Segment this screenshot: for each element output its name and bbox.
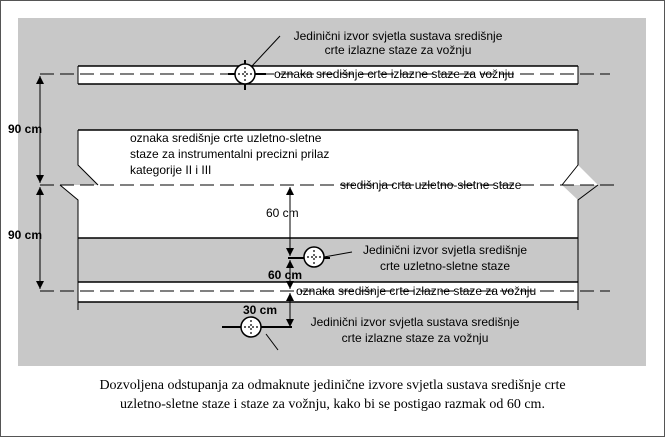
runway-marking-label-line3: kategorije II i III bbox=[130, 163, 212, 177]
bottom-light-label-line1: Jedinični izvor svjetla sustava središnje bbox=[310, 315, 520, 329]
sixty-cm-label-b: 60 cm bbox=[268, 268, 303, 282]
top-centerline-label: oznaka središnje crte izlazne staze za vožnju bbox=[274, 67, 515, 81]
sixty-cm-label-a: 60 cm bbox=[266, 206, 299, 220]
caption-line2: uzletno-sletne staze i staze za vožnju, kako bi se postigao razmak od 60 cm. bbox=[120, 397, 545, 412]
upper-90cm-label: 90 cm bbox=[8, 122, 43, 136]
top-light-label-line2: crte izlazne staze za vožnju bbox=[324, 43, 472, 57]
runway-marking-label-line2: staze za instrumentalni precizni prilaz bbox=[130, 147, 330, 161]
lower-90cm-label: 90 cm bbox=[8, 228, 43, 242]
thirty-cm-label: 30 cm bbox=[243, 303, 278, 317]
top-light-label-line1: Jedinični izvor svjetla sustava središnje bbox=[293, 29, 503, 43]
figure-caption bbox=[0, 376, 665, 414]
runway-marking-label-line1: oznaka središnje crte uzletno-sletne bbox=[130, 131, 322, 145]
runway-light-label-line2: crte uzletno-sletne staze bbox=[379, 259, 511, 273]
runway-light-label-line1: Jedinični izvor svjetla središnje bbox=[362, 243, 528, 257]
bottom-centerline-label: oznaka središnje crte izlazne staze za vožnju bbox=[296, 284, 537, 298]
bottom-light-label-line2: crte izlazne staze za vožnju bbox=[341, 331, 489, 345]
caption-line1: Dozvoljena odstupanja za odmaknute jedinične izvore svjetla sustava središnje crte bbox=[99, 378, 566, 393]
runway-centerline-label: središnja crta uzletno-sletne staze bbox=[340, 178, 522, 192]
